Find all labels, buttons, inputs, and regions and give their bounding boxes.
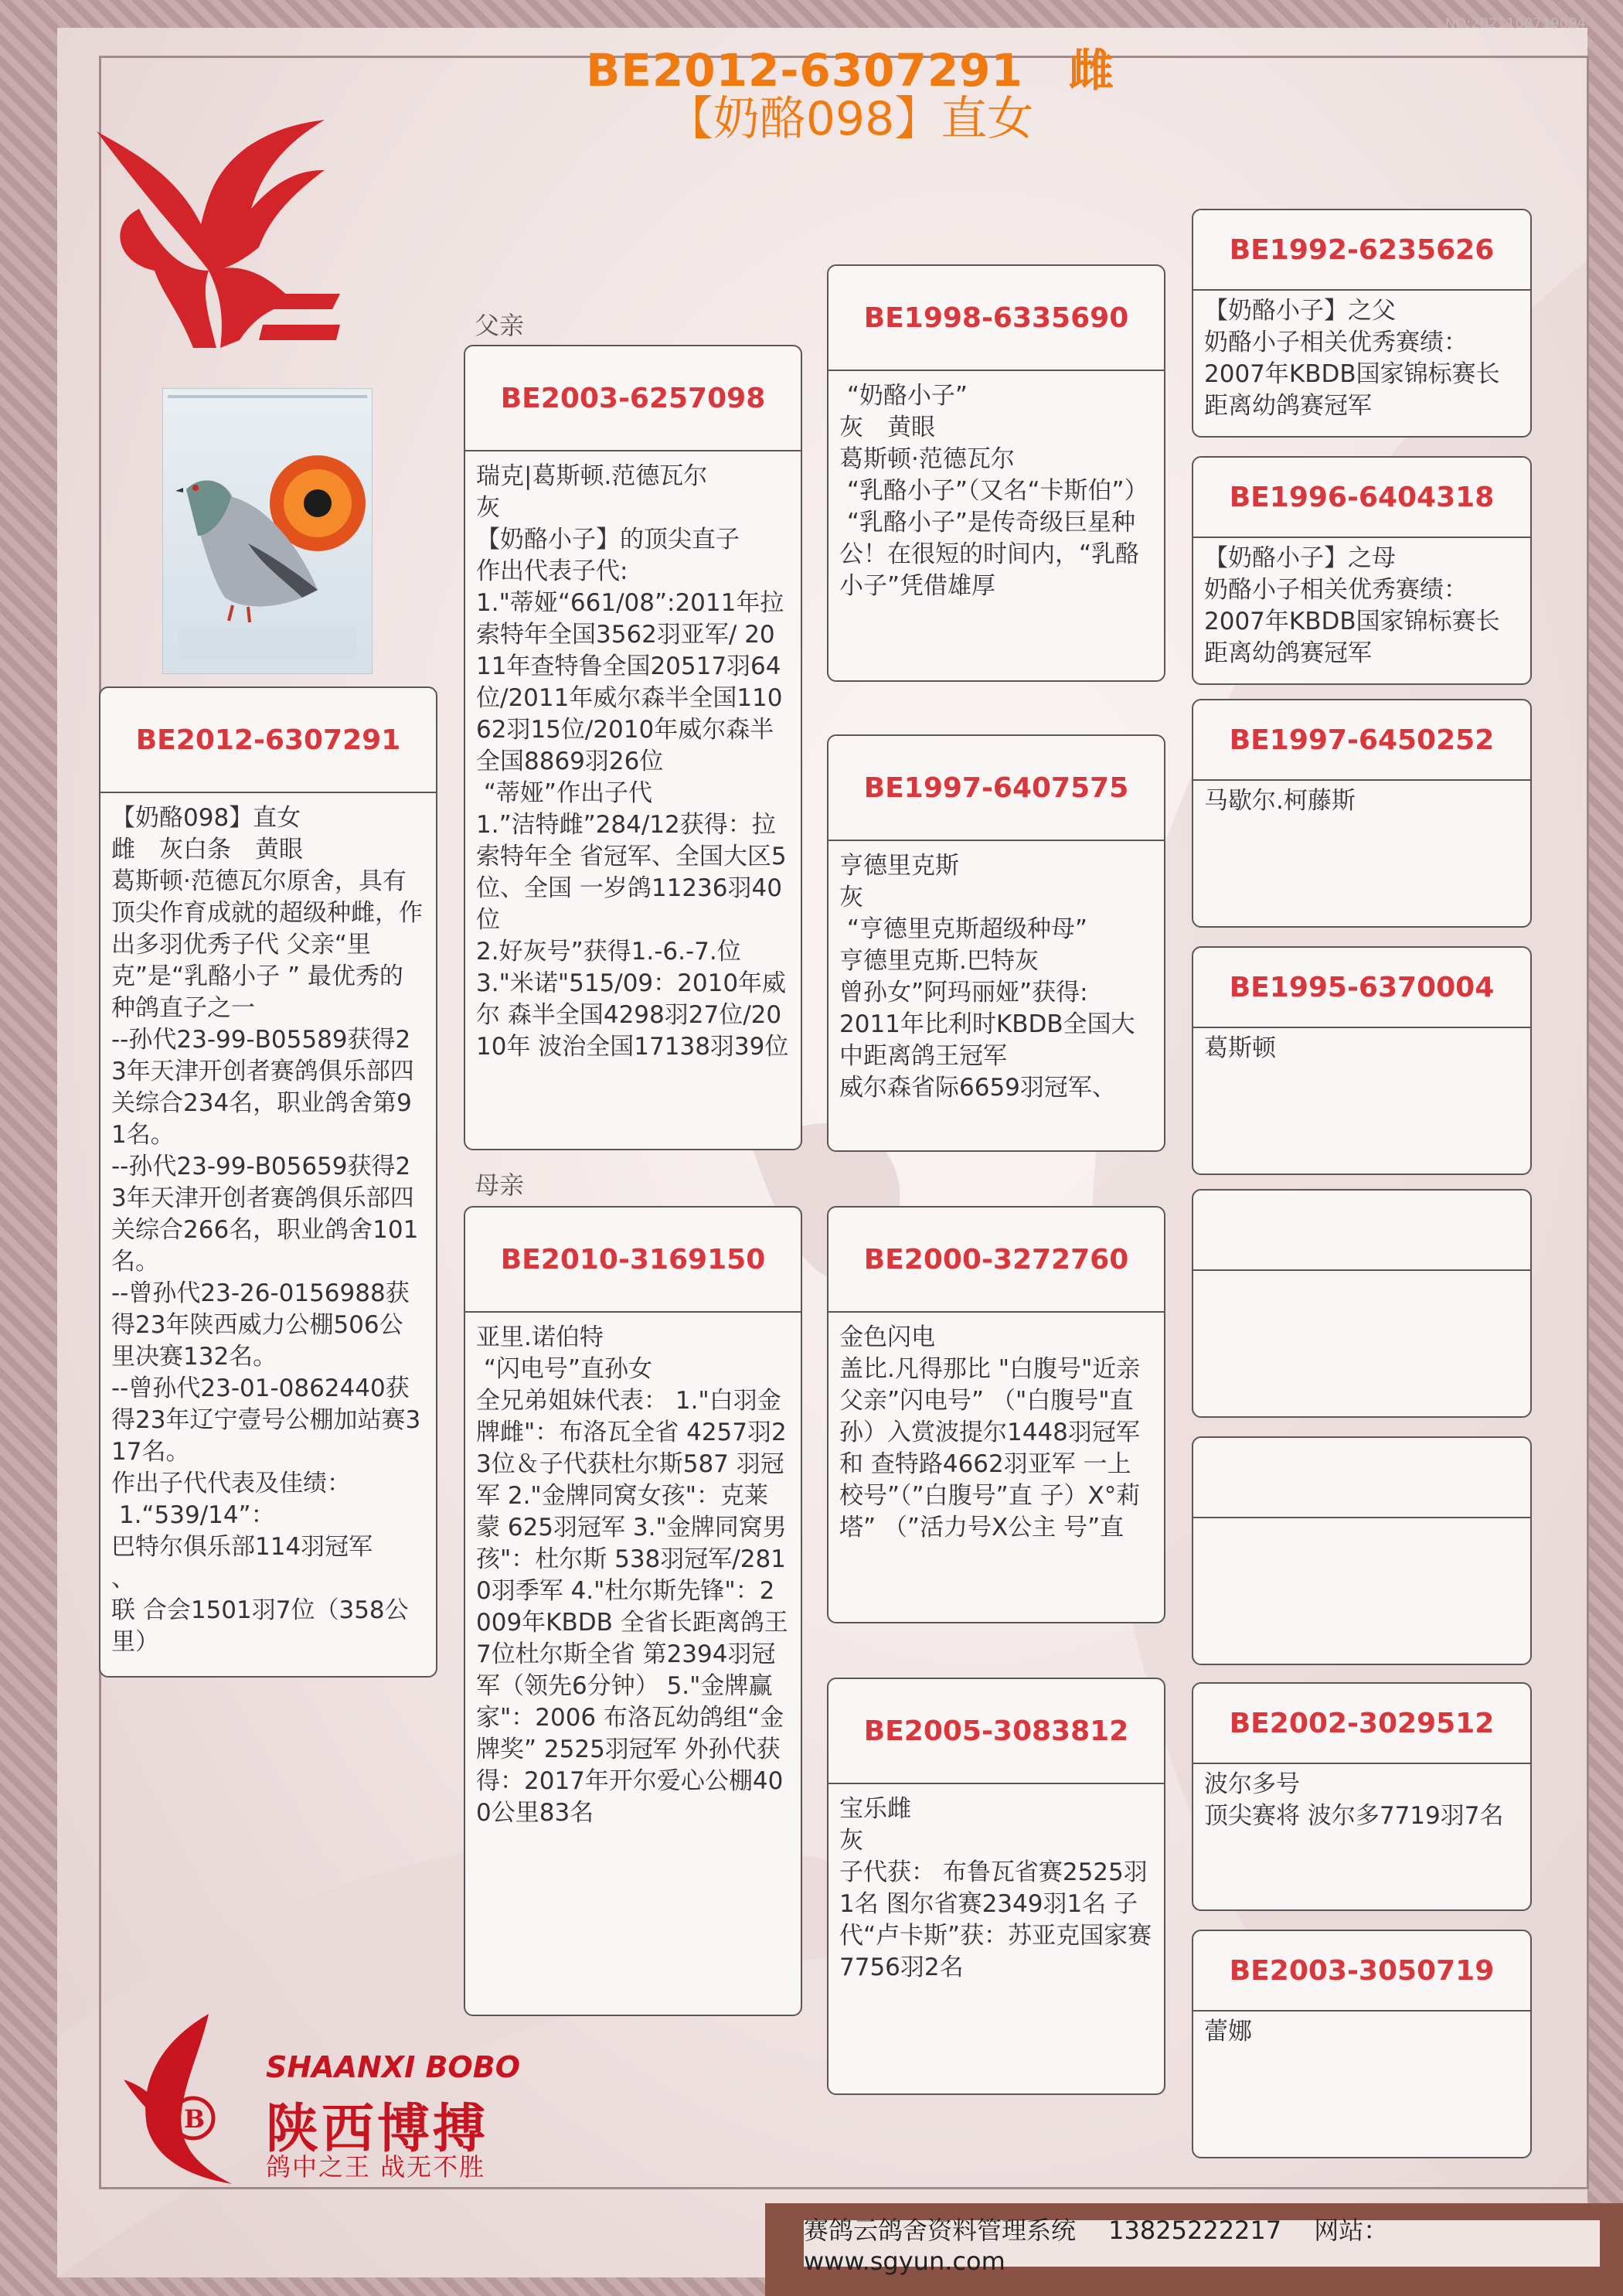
ggp-fmm-card xyxy=(1192,946,1532,1175)
ggp-mmf-card xyxy=(1192,1682,1532,1911)
brand-name-chinese: 陕西博搏 xyxy=(266,2099,489,2160)
paternal-grandfather-ring: BE1998-6335690 xyxy=(829,266,1164,371)
page-title-name: 【奶酪098】直女 xyxy=(666,92,1034,146)
mother-details: 亚里.诺伯特 “闪电号”直孙女 全兄弟姐妹代表： 1."白羽金牌雌"：布洛瓦全省 4257羽23位＆子代获杜尔斯587 羽冠军 2."金牌同窝女孩"：克莱蒙 625羽冠军 3."金牌同窝男孩"：杜尔斯 538羽冠军/2810羽季军 4."杜尔斯先锋"：2009年KBDB 全省长距离鸽王7位杜尔斯全省 第2394羽冠军（领先6分钟） 5."金牌赢家"：2006 布洛瓦幼鸽组“金牌奖” 2525羽冠军 外孙代获得：2017年开尔爱心公棚400公里83名 xyxy=(476,1323,788,1827)
maternal-grandmother-ring: BE2005-3083812 xyxy=(829,1679,1164,1784)
ggp-mff-ring xyxy=(1193,1191,1530,1271)
ggp-fff-details: 【奶酪小子】之父 奶酪小子相关优秀赛绩： 2007年KBDB国家锦标赛长距离幼鸽赛冠军 xyxy=(1204,297,1500,420)
ggp-mmm-ring: BE2003-3050719 xyxy=(1193,1931,1530,2012)
ggp-fmm-details: 葛斯顿 xyxy=(1204,1034,1276,1062)
svg-text:B: B xyxy=(184,2104,206,2134)
ggp-fmf-details: 马歇尔.柯藤斯 xyxy=(1204,787,1356,815)
paternal-grandmother-card xyxy=(827,734,1165,1152)
document-number: NO:2021100719094 xyxy=(1444,15,1586,32)
ggp-mfm-card xyxy=(1192,1436,1532,1665)
father-label: 父亲 xyxy=(475,311,525,340)
paternal-grandfather-card xyxy=(827,264,1165,682)
mother-ring: BE2010-3169150 xyxy=(465,1208,801,1313)
father-ring: BE2003-6257098 xyxy=(465,346,801,451)
brand-logo-icon xyxy=(116,2010,263,2188)
maternal-grandfather-card xyxy=(827,1206,1165,1623)
maternal-grandfather-details: 金色闪电 盖比.凡得那比 "白腹号"近亲 父亲”闪电号” （"白腹号"直 孙）入赏波提尔1448羽冠军和 查特路4662羽亚军 一上校号”（”白腹号”直 子）X°莉塔” （”活力号X公主 号”直 xyxy=(839,1323,1141,1541)
paternal-grandmother-details: 亨德里克斯 灰 “亨德里克斯超级种母” 亨德里克斯.巴特灰 曾孙女”阿玛丽娅”获得: 2011年比利时KBDB全国大中距离鸽王冠军 威尔森省际6659羽冠军、 xyxy=(839,852,1135,1102)
ggp-fff-ring: BE1992-6235626 xyxy=(1193,210,1530,291)
ggp-fmf-ring: BE1997-6450252 xyxy=(1193,700,1530,781)
ggp-mfm-ring xyxy=(1193,1438,1530,1518)
subject-details: 【奶酪098】直女 雌 灰白条 黄眼 葛斯顿·范德瓦尔原舍，具有 顶尖作育成就的超级种雌，作 出多羽优秀子代 父亲“里克”是“乳酪小子 ” 最优秀的种鸽直子之一 --孙代23-99-B05589获得23年天津开创者赛鸽俱乐部四关综合234名，职业鸽舍第91名。 --孙代23-99-B05659获得23年天津开创者赛鸽俱乐部四关综合266名，职业鸽舍101名。 --曾孙代23-26-0156988获得23年陕西威力公棚506公里决赛132名。 --曾孙代23-01-0862440获得23年辽宁壹号公棚加站赛317名。 作出子代代表及佳绩： 1.“539/14”： 巴特尔俱乐部114羽冠军 、 联 合会1501羽7位（358公里） xyxy=(111,804,423,1656)
brand-name-english: SHAANXI BOBO xyxy=(266,2050,520,2084)
ggp-mmf-ring: BE2002-3029512 xyxy=(1193,1684,1530,1764)
mother-card xyxy=(464,1206,802,2016)
ggp-ffm-card xyxy=(1192,456,1532,685)
subject-card xyxy=(99,686,437,1678)
ggp-mff-details xyxy=(1193,1271,1530,1276)
ggp-mmf-details: 波尔多号 顶尖赛将 波尔多7719羽7名 xyxy=(1204,1770,1504,1830)
father-details: 瑞克|葛斯顿.范德瓦尔 灰 【奶酪小子】的顶尖直子 作出代表子代: 1."蒂娅“661/08”:2011年拉索特年全国3562羽亚军/ 2011年查特鲁全国20517羽64位/2011年威尔森半全国11062羽15位/2010年威尔森半全国8869羽26位 “蒂娅”作出子代 1.”洁特雌”284/12获得：拉索特年全 省冠军、全国大区5位、全国 一岁鸽11236羽40位 2.好灰号”获得1.-6.-7.位 3."米诺"515/09：2010年威尔 森半全国4298羽27位/2010年 波治全国17138羽39位 xyxy=(476,462,789,1061)
paternal-grandfather-details: “奶酪小子” 灰 黄眼 葛斯顿·范德瓦尔 “乳酪小子”（又名“卡斯伯”） “乳酪小子”是传奇级巨星种公！在很短的时间内，“乳酪小子”凭借雄厚 xyxy=(839,382,1148,600)
ggp-ffm-details: 【奶酪小子】之母 奶酪小子相关优秀赛绩： 2007年KBDB国家锦标赛长距离幼鸽赛冠军 xyxy=(1204,544,1500,667)
footer-text: 赛鸽云鸽舍资料管理系统 13825222217 网站：www.sgyun.com xyxy=(804,2220,1600,2267)
paternal-grandmother-ring: BE1997-6407575 xyxy=(829,736,1164,841)
brand-slogan: 鸽中之王 战无不胜 xyxy=(266,2152,486,2182)
pigeon-photo xyxy=(162,388,373,674)
mother-label: 母亲 xyxy=(475,1170,525,1200)
subject-ring: BE2012-6307291 xyxy=(100,688,436,793)
ggp-mfm-details xyxy=(1193,1518,1530,1523)
maternal-grandfather-ring: BE2000-3272760 xyxy=(829,1208,1164,1313)
ggp-fmf-card xyxy=(1192,699,1532,928)
ggp-mmm-card xyxy=(1192,1930,1532,2158)
ggp-fmm-ring: BE1995-6370004 xyxy=(1193,948,1530,1028)
maternal-grandmother-card xyxy=(827,1678,1165,2095)
father-card xyxy=(464,345,802,1150)
phoenix-logo-icon xyxy=(93,116,402,348)
page-title-ring: BE2012-6307291 雌 xyxy=(586,44,1114,97)
ggp-ffm-ring: BE1996-6404318 xyxy=(1193,458,1530,538)
ggp-mmm-details: 蕾娜 xyxy=(1204,2018,1252,2046)
ggp-fff-card xyxy=(1192,209,1532,438)
maternal-grandmother-details: 宝乐雌 灰 子代获： 布鲁瓦省赛2525羽1名 图尔省赛2349羽1名 子代“卢卡斯”获：苏亚克国家赛7756羽2名 xyxy=(839,1795,1152,1981)
ggp-mff-card xyxy=(1192,1189,1532,1418)
